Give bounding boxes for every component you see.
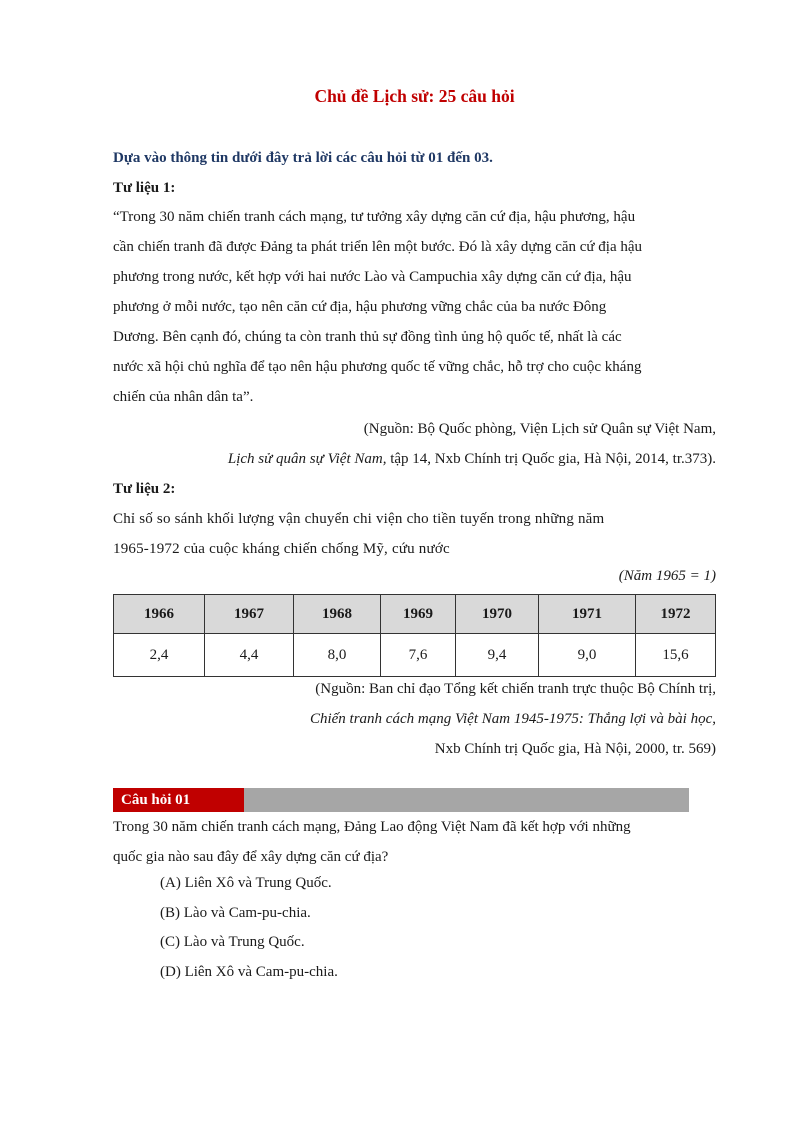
table-header-row — [114, 595, 716, 634]
question-text-line: Trong 30 năm chiến tranh cách mạng, Đảng Lao động Việt Nam đã kết hợp với những — [113, 819, 631, 835]
table-header-cell: 1972 — [636, 595, 716, 634]
table-cell: 8,0 — [294, 634, 381, 677]
table-cell: 4,4 — [205, 634, 294, 677]
table-cell: 9,0 — [539, 634, 636, 677]
question-text-line: quốc gia nào sau đây để xây dựng căn cứ địa? — [113, 849, 389, 865]
source1-line: phương ở mỗi nước, tạo nên căn cứ địa, hậu phương vững chắc của ba nước Đông — [113, 299, 607, 315]
question-header-bar — [113, 788, 689, 812]
source1-line: Dương. Bên cạnh đó, chúng ta còn tranh thủ sự đồng tình ủng hộ quốc tế, nhất là các — [113, 329, 622, 345]
source1-citation-rest: tập 14, Nxb Chính trị Quốc gia, Hà Nội, 2014, tr.373). — [386, 451, 716, 467]
instruction-text: Dựa vào thông tin dưới đây trả lời các câu hỏi từ 01 đến 03. — [113, 150, 493, 166]
answer-option-b[interactable]: (B) Lào và Cam-pu-chia. — [160, 905, 311, 921]
page-title: Chủ đề Lịch sử: 25 câu hỏi — [314, 86, 515, 106]
answer-option-a[interactable]: (A) Liên Xô và Trung Quốc. — [160, 875, 332, 891]
source2-citation-line2 — [113, 711, 716, 728]
table-header-cell: 1968 — [294, 595, 381, 634]
answer-option-c[interactable]: (C) Lào và Trung Quốc. — [160, 934, 305, 950]
source1-quote — [113, 202, 716, 412]
source1-line: chiến của nhân dân ta”. — [113, 389, 254, 405]
table-header-cell: 1970 — [456, 595, 539, 634]
source2-description — [113, 504, 716, 564]
source1-label: Tư liệu 1: — [113, 180, 176, 196]
question-text — [113, 812, 716, 872]
source1-citation-line1: (Nguồn: Bộ Quốc phòng, Viện Lịch sử Quân sự Việt Nam, — [363, 421, 716, 437]
source1-line: cần chiến tranh đã được Đảng ta phát triển lên một bước. Đó là xây dựng căn cứ địa hậu — [113, 239, 643, 255]
table-cell: 7,6 — [381, 634, 456, 677]
source2-citation-line3: Nxb Chính trị Quốc gia, Hà Nội, 2000, tr. 569) — [434, 741, 716, 757]
source1-line: phương trong nước, kết hợp với hai nước Lào và Campuchia xây dựng căn cứ địa, hậu — [113, 269, 632, 285]
table-header-cell: 1966 — [114, 595, 205, 634]
base-year-note: (Năm 1965 = 1) — [618, 568, 716, 584]
table-header-cell: 1967 — [205, 595, 294, 634]
answer-option-d[interactable]: (D) Liên Xô và Cam-pu-chia. — [160, 964, 338, 980]
table-cell: 2,4 — [114, 634, 205, 677]
source1-citation-line2 — [113, 451, 716, 468]
table-header-cell: 1969 — [381, 595, 456, 634]
table-cell: 15,6 — [636, 634, 716, 677]
source1-citation-book: Lịch sử quân sự Việt Nam, — [227, 451, 387, 467]
table-row — [114, 634, 716, 677]
question-label: Câu hỏi 01 — [113, 788, 244, 812]
table-header-cell: 1971 — [539, 595, 636, 634]
source2-citation-line1: (Nguồn: Ban chỉ đạo Tổng kết chiến tranh trực thuộc Bộ Chính trị, — [315, 681, 716, 697]
transport-index-table — [113, 594, 716, 677]
source2-desc-line: Chỉ số so sánh khối lượng vận chuyển chi viện cho tiền tuyến trong những năm — [113, 511, 605, 527]
source1-line: “Trong 30 năm chiến tranh cách mạng, tư tưởng xây dựng căn cứ địa, hậu phương, hậu — [113, 209, 636, 225]
table-cell: 9,4 — [456, 634, 539, 677]
source2-citation-comma: , — [712, 711, 716, 727]
source2-citation-book: Chiến tranh cách mạng Việt Nam 1945-1975: Thắng lợi và bài học — [309, 711, 713, 727]
source1-line: nước xã hội chủ nghĩa để tạo nên hậu phương quốc tế vững chắc, hỗ trợ cho cuộc kháng — [113, 359, 642, 375]
source2-desc-line: 1965-1972 của cuộc kháng chiến chống Mỹ, cứu nước — [113, 541, 450, 557]
source2-label: Tư liệu 2: — [113, 481, 176, 497]
